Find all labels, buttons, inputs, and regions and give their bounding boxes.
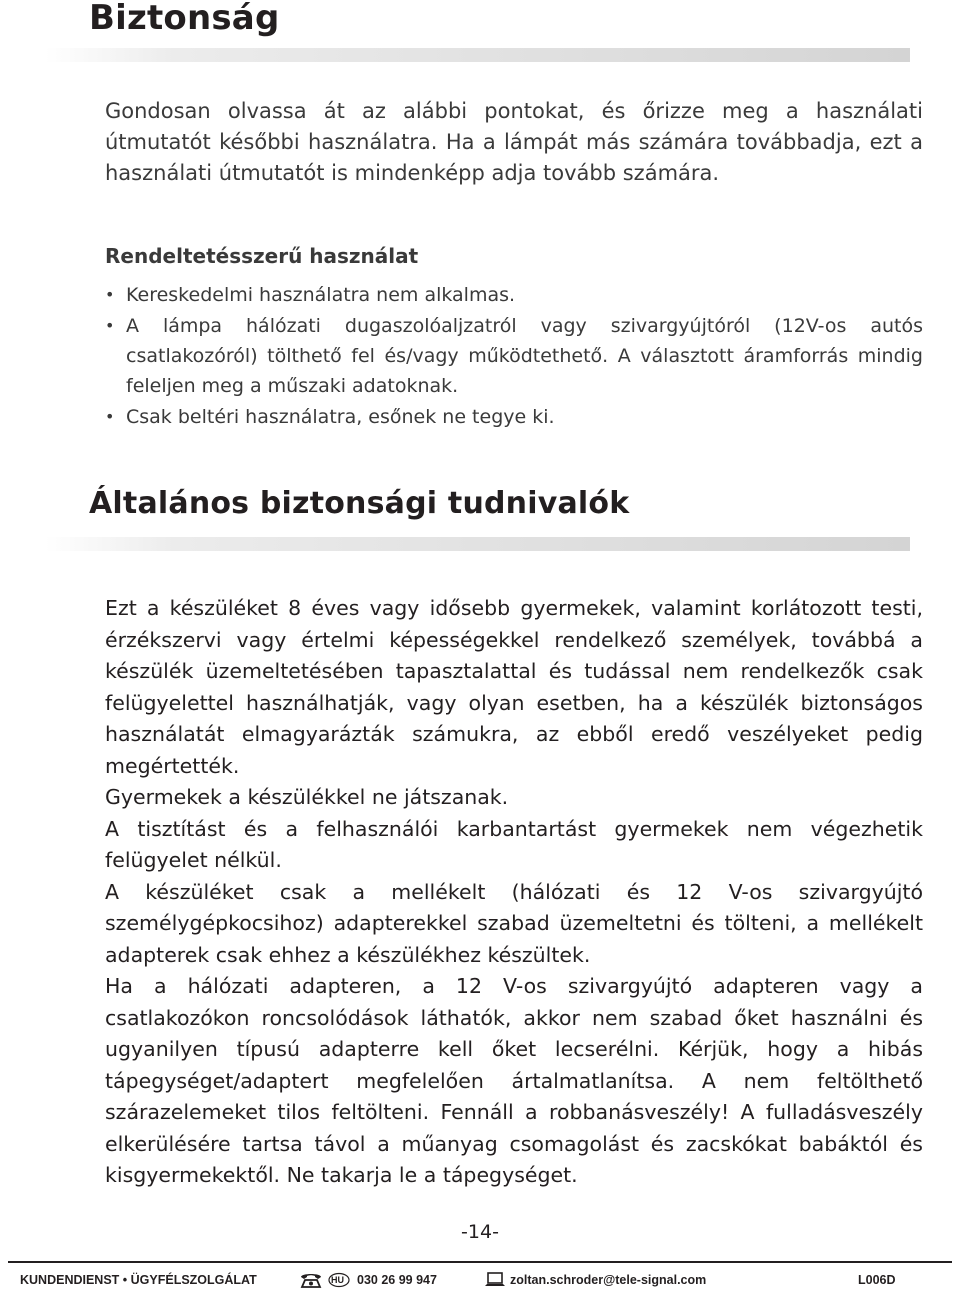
- list-item: • A lámpa hálózati dugaszolóaljzatról vagy szivargyújtóról (12V-os autós csatlakozóról) tölthető fel és/vagy működtethető. A választott áramforrás mindig feleljen meg a műszaki adatoknak.: [105, 311, 923, 401]
- footer-service-label: KUNDENDIENST • ÜGYFÉLSZOLGÁLAT: [20, 1273, 257, 1287]
- page-number: -14-: [461, 1221, 499, 1243]
- footer-divider: [8, 1261, 952, 1263]
- body-paragraph: A tisztítást és a felhasználói karbantartást gyermekek nem végezhetik felügyelet nélkül.: [105, 816, 923, 872]
- section-title-general-safety: Általános biztonsági tudnivalók: [89, 486, 630, 521]
- country-code: HU: [331, 1275, 344, 1285]
- intended-use-list: [105, 280, 923, 433]
- body-paragraph: Ha a hálózati adapteren, a 12 V-os szivargyújtó adapteren vagy a csatlakozókon roncsolódások láthatók, akkor nem szabad őket használni és ugyanilyen típusú adapterre kell őket lecserélni. Kérjük, hogy a hibás tápegységet/adaptert megfelelően ártalmatlanítsa. A nem feltölthető szárazelemeket tilos feltölteni. Fennáll a robbanásveszély! A fulladásveszély elkerülésére tartsa távol a műanyag csomagolást és zacskókat babáktól és kisgyermekektől. Ne takarja le a tápegységet.: [105, 974, 923, 1187]
- body-paragraph: A készüléket csak a mellékelt (hálózati és 12 V-os szivargyújtó személygépkocsihoz) adapterekkel szabad üzemeltetni és tölteni, a mellékelt adapterek csak ehhez a készülékhez készültek.: [105, 879, 923, 967]
- title-underline-bar: [45, 48, 910, 62]
- footer-model: L006D: [858, 1273, 896, 1287]
- body-paragraph: Ezt a készüléket 8 éves vagy idősebb gyermekek, valamint korlátozott testi, érzékszervi vagy értelmi képességekkel rendelkező személyek, továbbá a készülék üzemeltetésében tapasztalattal és tudással nem rendelkezők csak felügyelettel használhatják, vagy olyan esetben, ha a készülék biztonságos használatát elmagyarázták számukra, az ebből eredő veszélyeket pedig megértették.: [105, 596, 923, 778]
- general-safety-body: [105, 593, 923, 1192]
- intended-use-heading: Rendeltetésszerű használat: [105, 244, 419, 268]
- footer: [20, 1273, 900, 1293]
- footer-phone: 030 26 99 947: [357, 1273, 437, 1287]
- list-item: • Kereskedelmi használatra nem alkalmas.: [105, 280, 923, 310]
- section-title-safety: Biztonság: [89, 0, 280, 38]
- title-underline-bar: [45, 537, 910, 551]
- laptop-icon: [484, 1271, 506, 1289]
- footer-email[interactable]: zoltan.schroder@tele-signal.com: [510, 1273, 707, 1287]
- body-paragraph: Gyermekek a készülékkel ne játszanak.: [105, 785, 509, 809]
- list-item: • Csak beltéri használatra, esőnek ne tegye ki.: [105, 402, 923, 432]
- intro-paragraph: Gondosan olvassa át az alábbi pontokat, és őrizze meg a használati útmutatót későbbi használatra. Ha a lámpát más számára továbbadja, ezt a használati útmutatót is mindenképp adja tovább számára.: [105, 99, 923, 185]
- telephone-icon: [298, 1271, 324, 1289]
